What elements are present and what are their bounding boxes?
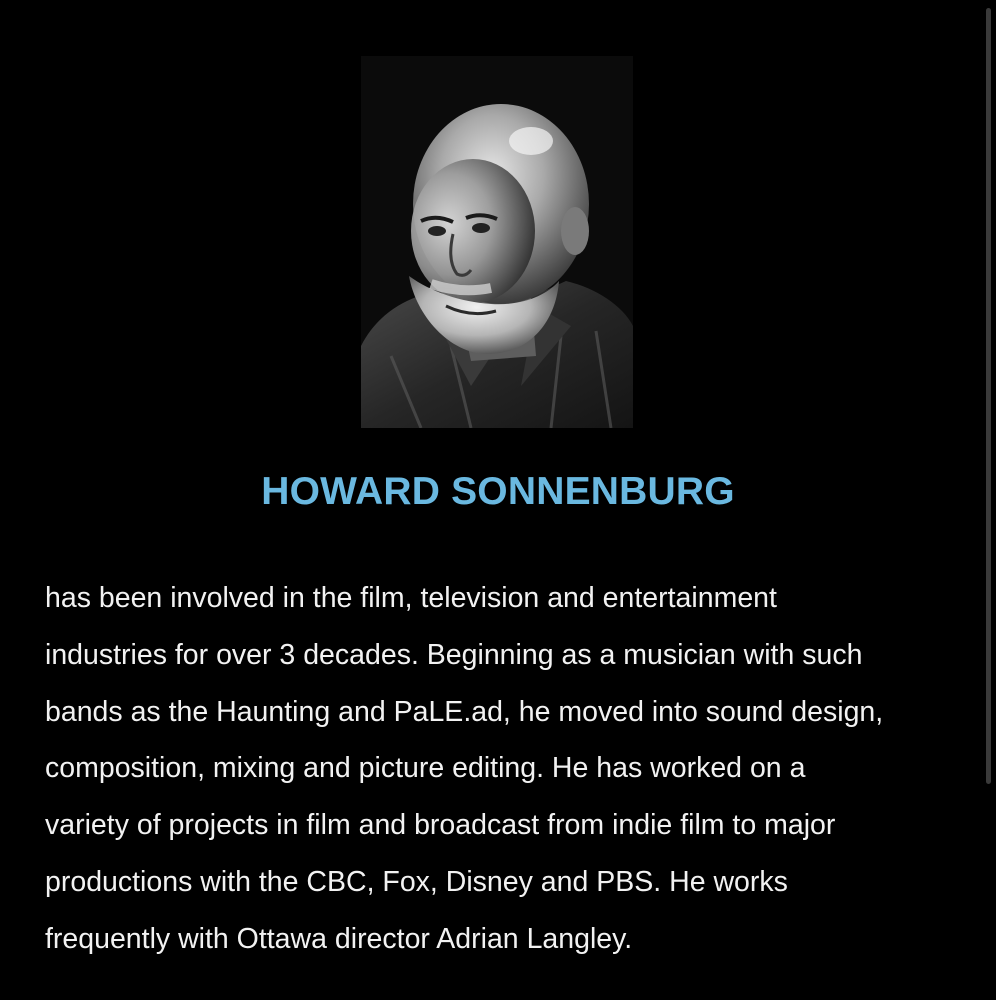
- bio-line: has been involved in the film, television and entertainment: [45, 582, 777, 614]
- person-name-heading: HOWARD SONNENBURG: [261, 470, 735, 513]
- portrait-photo: [361, 56, 633, 428]
- vertical-scrollbar[interactable]: [986, 8, 991, 784]
- bio-line: variety of projects in film and broadcast from indie film to major: [45, 809, 836, 842]
- bio-line: composition, mixing and picture editing. He has worked on a: [45, 752, 806, 785]
- bio-line: industries for over 3 decades. Beginning as a musician with such: [45, 638, 863, 671]
- bio-line: frequently with Ottawa director Adrian Langley.: [45, 922, 633, 955]
- bio-paragraph: [45, 570, 965, 968]
- bio-line: bands as the Haunting and PaLE.ad, he moved into sound design,: [45, 695, 884, 728]
- bio-line: productions with the CBC, Fox, Disney and PBS. He works: [45, 865, 788, 898]
